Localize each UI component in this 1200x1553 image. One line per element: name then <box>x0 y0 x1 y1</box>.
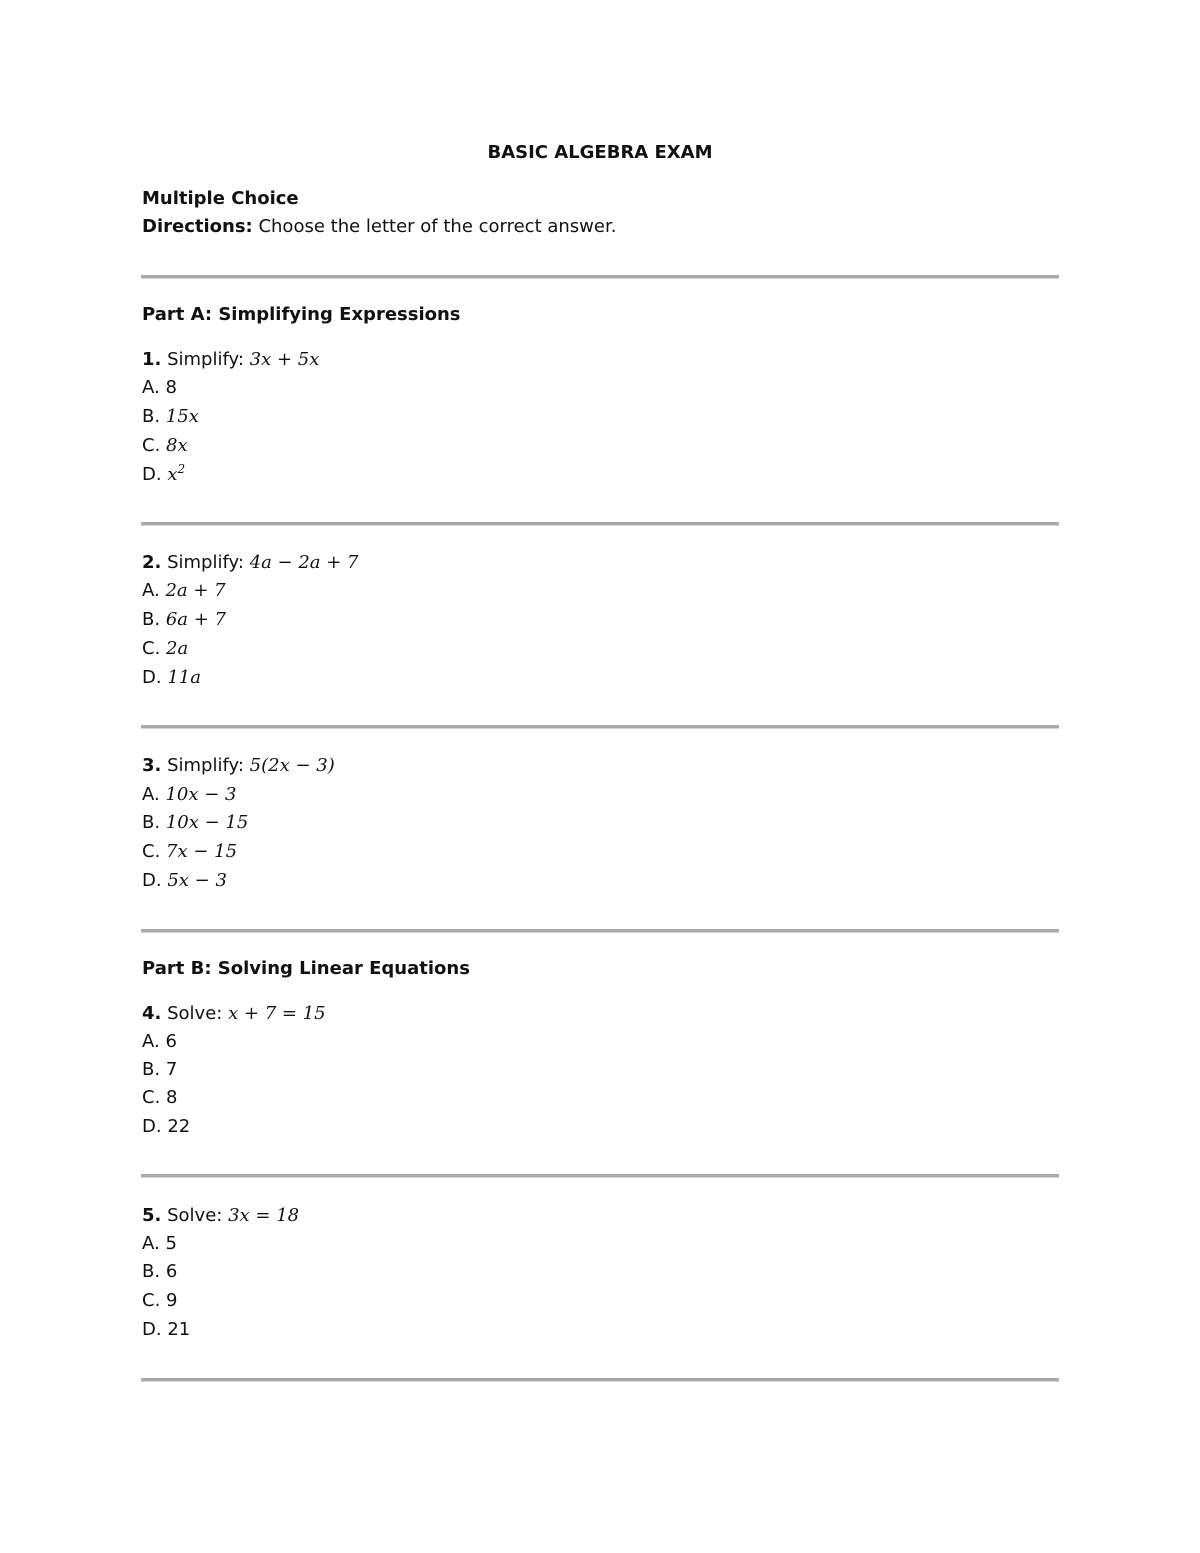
option-text: 6 <box>165 1031 177 1052</box>
option-text: 5x − 3 <box>167 870 227 891</box>
question-expression: x + 7 = 15 <box>228 1003 326 1024</box>
option-text: 15x <box>165 406 199 427</box>
option-letter: B. <box>142 406 161 427</box>
option-letter: C. <box>142 435 161 456</box>
option-a <box>142 580 226 602</box>
option-a <box>142 1031 177 1053</box>
part-a-heading: Part A: Simplifying Expressions <box>142 304 461 325</box>
option-letter: C. <box>142 638 161 659</box>
option-d <box>142 870 227 892</box>
question-verb: Simplify: <box>161 552 250 573</box>
question-4 <box>142 1003 326 1025</box>
option-letter: A. <box>142 784 160 805</box>
option-text: 2a + 7 <box>165 580 226 601</box>
option-letter: D. <box>142 1116 162 1137</box>
question-verb: Solve: <box>161 1205 229 1226</box>
question-number: 3. <box>142 755 162 776</box>
option-exponent: 2 <box>177 462 186 476</box>
option-d <box>142 1319 190 1341</box>
option-c <box>142 841 237 863</box>
option-text: 22 <box>167 1116 191 1137</box>
option-d <box>142 1116 190 1138</box>
option-text: 7x − 15 <box>166 841 238 862</box>
question-number: 5. <box>142 1205 162 1226</box>
option-c <box>142 435 188 457</box>
option-text: 8 <box>165 377 177 398</box>
option-b <box>142 609 226 631</box>
option-letter: D. <box>142 1319 162 1340</box>
option-letter: B. <box>142 1261 161 1282</box>
section-heading: Multiple Choice <box>142 188 299 209</box>
option-letter: A. <box>142 1233 160 1254</box>
divider <box>141 929 1059 933</box>
directions <box>142 216 616 238</box>
divider <box>141 1378 1059 1382</box>
option-c <box>142 1087 177 1109</box>
question-expression: 4a − 2a + 7 <box>249 552 359 573</box>
option-a <box>142 784 237 806</box>
question-5 <box>142 1205 299 1227</box>
divider <box>141 275 1059 279</box>
question-2 <box>142 552 359 574</box>
divider <box>141 1174 1059 1178</box>
option-text: 2a <box>166 638 189 659</box>
option-d <box>142 667 201 689</box>
option-letter: A. <box>142 580 160 601</box>
option-text: 6a + 7 <box>165 609 226 630</box>
question-number: 4. <box>142 1003 162 1024</box>
option-letter: C. <box>142 841 161 862</box>
option-text: 7 <box>165 1059 178 1080</box>
option-b <box>142 1059 177 1081</box>
option-text: 8 <box>166 1087 178 1108</box>
option-text: 10x − 3 <box>165 784 237 805</box>
option-c <box>142 638 188 660</box>
divider <box>141 522 1059 526</box>
option-letter: C. <box>142 1087 161 1108</box>
option-text: 11a <box>167 667 201 688</box>
option-b <box>142 1261 177 1283</box>
option-b <box>142 406 199 428</box>
question-expression: 3x + 5x <box>249 349 320 370</box>
option-letter: A. <box>142 1031 160 1052</box>
question-number: 2. <box>142 552 162 573</box>
question-verb: Simplify: <box>161 349 250 370</box>
option-letter: B. <box>142 812 161 833</box>
option-letter: B. <box>142 609 161 630</box>
option-c <box>142 1290 177 1312</box>
exam-title: BASIC ALGEBRA EXAM <box>487 142 713 163</box>
question-number: 1. <box>142 349 162 370</box>
option-text: 21 <box>167 1319 191 1340</box>
option-letter: D. <box>142 464 162 485</box>
option-text: 5 <box>165 1233 177 1254</box>
option-text: x <box>167 464 178 485</box>
option-text: 6 <box>165 1261 178 1282</box>
option-a <box>142 377 177 399</box>
option-letter: C. <box>142 1290 161 1311</box>
option-d <box>142 464 185 486</box>
option-letter: D. <box>142 870 162 891</box>
option-text: 9 <box>166 1290 178 1311</box>
question-3 <box>142 755 335 777</box>
question-verb: Solve: <box>161 1003 229 1024</box>
option-text: 10x − 15 <box>165 812 249 833</box>
option-letter: D. <box>142 667 162 688</box>
option-text: 8x <box>166 435 188 456</box>
question-verb: Simplify: <box>161 755 250 776</box>
directions-text: Choose the letter of the correct answer. <box>252 216 617 237</box>
option-b <box>142 812 248 834</box>
question-expression: 5(2x − 3) <box>249 755 335 776</box>
option-a <box>142 1233 177 1255</box>
part-b-heading: Part B: Solving Linear Equations <box>142 958 470 979</box>
question-expression: 3x = 18 <box>228 1205 300 1226</box>
option-letter: B. <box>142 1059 161 1080</box>
option-letter: A. <box>142 377 160 398</box>
directions-label: Directions: <box>142 216 253 237</box>
divider <box>141 725 1059 729</box>
question-1 <box>142 349 319 371</box>
